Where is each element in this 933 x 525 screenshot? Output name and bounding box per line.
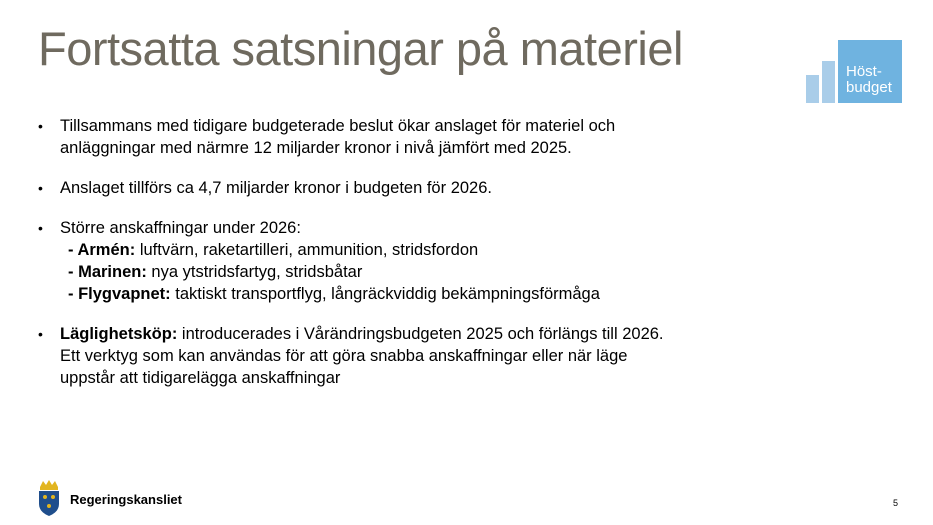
bullet-dot: • bbox=[38, 118, 43, 134]
bullet-text: Tillsammans med tidigare budgeterade beslut ökar anslaget för materiel och anläggningar med närmre 12 miljarder kronor i nivå jämfört med 2025. bbox=[60, 117, 616, 157]
bullet-text: Större anskaffningar under 2026: bbox=[60, 219, 301, 237]
sub-item-navy bbox=[60, 261, 686, 283]
sub-item-text: luftvärn, raketartilleri, ammunition, stridsfordon bbox=[135, 241, 479, 259]
sub-item-text: nya ytstridsfartyg, stridsbåtar bbox=[146, 263, 363, 281]
logo-text-line2: budget bbox=[846, 79, 892, 96]
hostbudget-logo bbox=[806, 40, 902, 103]
organization-name: Regeringskansliet bbox=[70, 492, 182, 507]
bullet-dot: • bbox=[38, 326, 43, 342]
logo-bar-small bbox=[806, 75, 819, 103]
bullet-dot: • bbox=[38, 180, 43, 196]
bullet-label: Läglighetsköp: bbox=[60, 325, 178, 343]
bullet-text: introducerades i Vårändringsbudgeten 2025 och förlängs till 2026. Ett verktyg som kan användas för att göra snabba anskaffningar eller när läge uppstår att tidigarelägga anskaffningar bbox=[60, 325, 664, 387]
slide-title: Fortsatta satsningar på materiel bbox=[38, 22, 683, 75]
bullet-list bbox=[36, 115, 686, 407]
sub-item-text: taktiskt transportflyg, långräckviddig bekämpningsförmåga bbox=[170, 285, 600, 303]
sub-item-label: - Armén: bbox=[68, 241, 136, 259]
page-number: 5 bbox=[893, 498, 899, 508]
crown-shield-icon bbox=[36, 478, 62, 518]
logo-text bbox=[846, 64, 892, 96]
sub-item-airforce bbox=[60, 283, 686, 305]
sub-item-army bbox=[60, 239, 686, 261]
logo-text-line1: Höst- bbox=[846, 63, 882, 80]
bullet-dot: • bbox=[38, 220, 43, 236]
bullet-text: Anslaget tillförs ca 4,7 miljarder kronor i budgeten för 2026. bbox=[60, 179, 492, 197]
bullet-item-4 bbox=[36, 323, 686, 389]
bullet-item-1 bbox=[36, 115, 686, 159]
logo-bar-medium bbox=[822, 61, 835, 103]
sub-item-label: - Marinen: bbox=[68, 263, 147, 281]
sub-item-label: - Flygvapnet: bbox=[68, 285, 171, 303]
bullet-item-3 bbox=[36, 217, 686, 305]
bullet-item-2 bbox=[36, 177, 686, 199]
